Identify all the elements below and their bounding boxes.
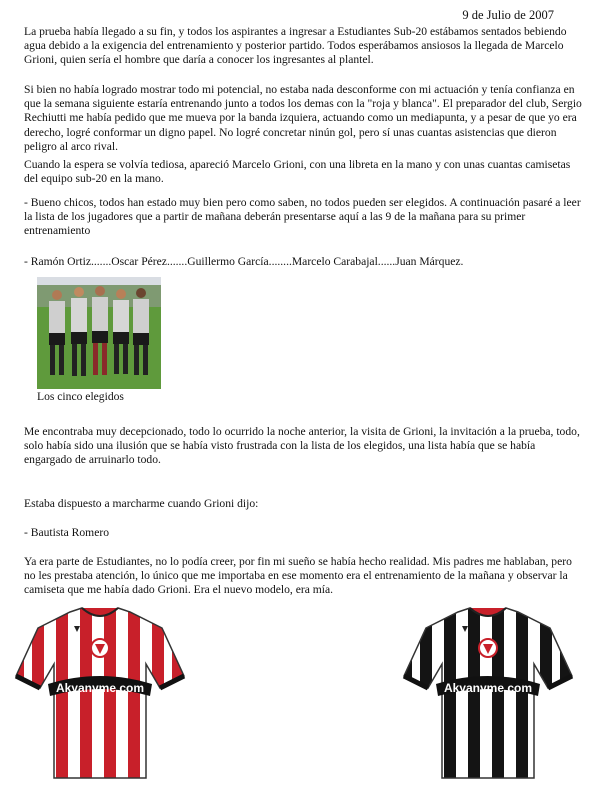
chosen-players-list: - Ramón Ortiz.......Oscar Pérez.......Guillermo García........Marcelo Carabajal......Juan Márquez. (24, 255, 464, 268)
red-striped-jersey (12, 604, 188, 782)
paragraph-2: Si bien no había logrado mostrar todo mi potencial, no estaba nada desconforme con mi actuación y tenía confianza en que la semana siguiente estaría entrenando junto a todos los demas con la "roja y blanca". El preparador del club, Sergio Rechiutti me había pedido que me mueva por la banda izquiera, actuando como un mediapunta, y a pesar de que yo era derecho, logré conformar un digno papel. No logré concretar ninún gol, pero sí unas cuantas asistencias que dieron peligro al arco rival. (24, 83, 582, 153)
paragraph-4: - Bueno chicos, todos han estado muy bien pero como saben, no todos pueden ser elegidos. A continuación pasaré a leer la lista de los jugadores que a partir de mañana deberán presentarse aquí a las 9 de la mañana para su primer entrenamiento (24, 196, 581, 238)
paragraph-1: La prueba había llegado a su fin, y todos los aspirantes a ingresar a Estudiantes Sub-20 estábamos sentados bebiendo agua debido a la exigencia del entrenamiento y posterior partido. Todos esperábamos ansiosos la llegada de Marcelo Grioni, quien sería el hombre que daría a conocer los ingresantes al plantel. (24, 25, 567, 67)
paragraph-9: Ya era parte de Estudiantes, no lo podía creer, por fin mi sueño se había hecho realidad. Mis padres me hablaban, pero no les prestaba atención, lo único que me importaba en ese momento era el entrenamiento de la mañana y observar la camiseta que me había dado Grioni. Era el nuevo modelo, era mía. (24, 555, 572, 597)
paragraph-6: Me encontraba muy decepcionado, todo lo ocurrido la noche anterior, la visita de Grioni, la invitación a la prueba, todo, solo había sido una ilusión que se había visto frustrada con la lista de los elegidos, una lista había que se había engargado de arruinarlo todo. (24, 425, 580, 467)
jersey-watermark: Akyanyme.com (55, 681, 145, 695)
team-photo (37, 277, 161, 389)
paragraph-3: Cuando la espera se volvía tediosa, apareció Marcelo Grioni, con una libreta en la mano y con unas cuantas camisetas del equipo sub-20 en la mano. (24, 158, 571, 186)
photo-caption: Los cinco elegidos (37, 390, 124, 403)
black-striped-jersey (400, 604, 576, 782)
paragraph-7: Estaba dispuesto a marcharme cuando Grioni dijo: (24, 497, 259, 510)
selected-player: - Bautista Romero (24, 526, 110, 539)
jersey-watermark: Akyanyme.com (443, 681, 533, 695)
document-date: 9 de Julio de 2007 (462, 8, 554, 22)
